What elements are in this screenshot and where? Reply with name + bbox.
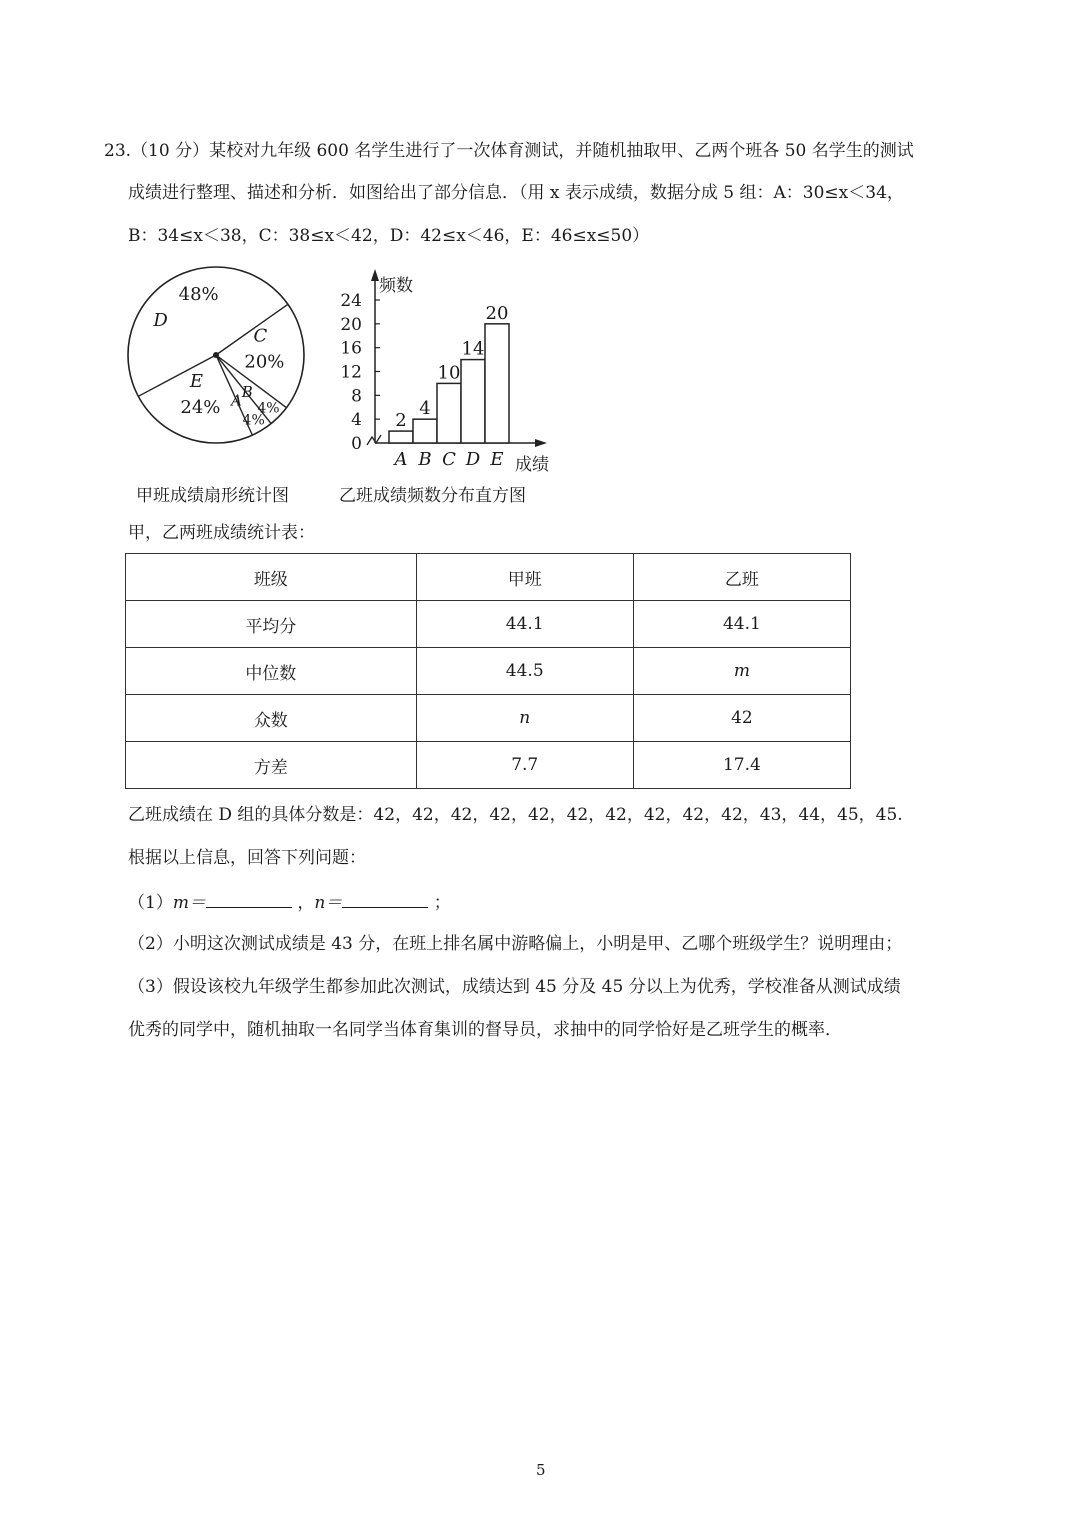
bar-B [413,419,437,443]
y-tick-label: 8 [351,386,362,407]
table-cell: 平均分 [126,601,417,648]
bar-caption: 乙班成绩频数分布直方图 [339,486,526,506]
x-axis-label: 成绩 [515,455,549,475]
bar-value-label: 4 [419,398,431,420]
bar-value-label: 10 [437,362,461,384]
table-cell: 17.4 [633,742,850,789]
bar-C [437,383,461,443]
question-line-1: 23.（10 分）某校对九年级 600 名学生进行了一次体育测试，并随机抽取甲、乙两个班各 50 名学生的测试 [104,141,914,161]
header-cell: 班级 [126,554,417,601]
table-cell: 42 [633,695,850,742]
x-tick-label: C [442,449,456,470]
pie-slice-letter: E [189,370,203,392]
d-group-scores: 乙班成绩在 D 组的具体分数是：42，42，42，42，42，42，42，42，42，42，43，44，45，45. [128,805,903,825]
question-3-line-1: （3）假设该校九年级学生都参加此次测试，成绩达到 45 分及 45 分以上为优秀，学校准备从测试成绩 [128,977,901,997]
answer-prompt: 根据以上信息，回答下列问题： [128,848,366,868]
table-cell: m [633,648,850,695]
page-number: 5 [536,1461,546,1479]
y-axis-label: 频数 [379,276,413,296]
x-tick-label: D [465,449,481,470]
bar-E [485,324,509,443]
table-cell: 中位数 [126,648,417,695]
q1-end: ； [433,893,451,913]
pie-slice-boundary [216,304,288,355]
table-cell: 7.7 [416,742,633,789]
pie-slice-percent: 24% [180,396,221,418]
pie-slice-percent: 48% [178,283,219,305]
table-cell: 众数 [126,695,417,742]
y-tick-label: 16 [340,338,362,359]
table-row [126,695,851,742]
question-line-3: B：34≤x＜38，C：38≤x＜42，D：42≤x＜46，E：46≤x≤50） [128,226,650,246]
question-1 [128,889,451,915]
stats-table [125,553,851,789]
bar-A [389,431,413,443]
bar-value-label: 14 [461,338,485,360]
q1-separator: ， [297,893,315,913]
table-row [126,648,851,695]
bar-value-label: 2 [395,410,407,432]
header-cell: 甲班 [416,554,633,601]
header-cell: 乙班 [633,554,850,601]
x-axis-arrow [535,439,547,447]
bar-value-label: 20 [485,302,509,324]
question-2: （2）小明这次测试成绩是 43 分，在班上排名属中游略偏上，小明是甲、乙哪个班级学生？说明理由； [128,934,903,954]
pie-chart [120,265,320,465]
table-row [126,601,851,648]
bar-D [461,360,485,443]
y-tick-label: 20 [340,314,362,335]
y-tick-label: 12 [340,362,362,383]
pie-slice-letter: C [253,325,268,347]
table-row [126,742,851,789]
table-header-row [126,554,851,601]
x-tick-label: E [490,449,504,470]
pie-slice-percent: 4% [242,412,265,429]
pie-slice-percent: 4% [257,400,280,417]
pie-slice-letter: D [153,309,168,331]
q1-prefix: （1） [128,893,173,913]
x-tick-label: B [418,449,432,470]
m-answer-blank[interactable] [206,889,292,908]
y-tick-label: 4 [351,410,362,431]
q1-m-label: m＝ [172,893,206,913]
question-line-2: 成绩进行整理、描述和分析．如图给出了部分信息．（用 x 表示成绩，数据分成 5 组：A：30≤x＜34， [128,183,904,203]
pie-caption: 甲班成绩扇形统计图 [136,486,289,506]
table-cell: 44.1 [633,601,850,648]
table-cell: 44.5 [416,648,633,695]
bar-chart [335,265,565,480]
n-answer-blank[interactable] [342,889,428,908]
pie-slice-letter: A [231,391,243,410]
pie-slice-letter: B [241,382,253,401]
pie-center-dot [213,352,219,358]
q1-n-label: n＝ [314,893,343,913]
pie-slice-percent: 20% [244,351,285,373]
x-tick-label: A [394,449,408,470]
table-cell: 44.1 [416,601,633,648]
pie-slice-boundary [138,355,216,396]
y-tick-label: 24 [340,291,362,311]
y-tick-label: 0 [351,434,362,454]
table-cell: n [416,695,633,742]
table-caption: 甲，乙两班成绩统计表： [128,523,315,543]
question-3-line-2: 优秀的同学中，随机抽取一名同学当体育集训的督导员，求抽中的同学恰好是乙班学生的概率． [128,1020,842,1040]
y-axis-arrow [371,269,379,281]
table-cell: 方差 [126,742,417,789]
